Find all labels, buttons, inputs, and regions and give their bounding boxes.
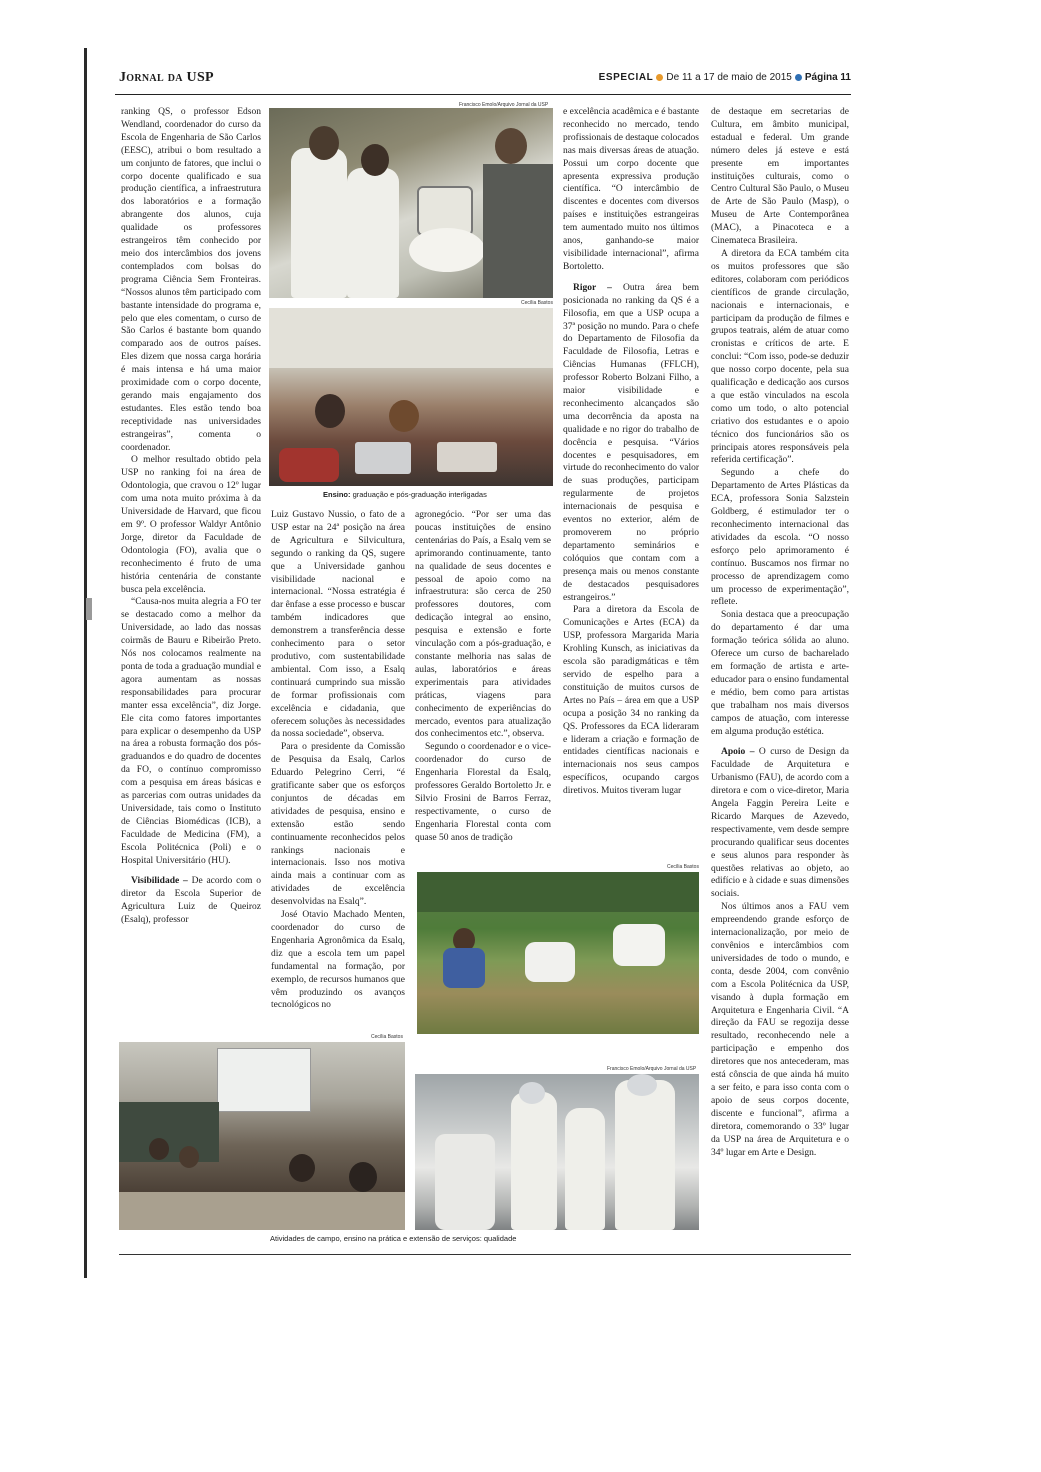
figure-shape: [289, 1154, 315, 1182]
subhead-paragraph: [711, 746, 849, 901]
trees-shape: [417, 872, 699, 912]
caption-ensino: [323, 490, 487, 499]
section-dot-icon: [656, 74, 663, 81]
paragraph: de destaque em secretarias de Cultura, em âmbito municipal, estadual e federal. Um grande número deles já esteve e está presente em importantes instituições culturais, como o Centro Cultural São Paulo, o Museu de Arte de São Paulo (Masp), o Museu de Arte Contemporânea (MAC), a Pinacoteca e a Cinemateca Brasileira.: [711, 107, 849, 247]
figure-shape: [613, 924, 665, 966]
newspaper-page: [115, 64, 851, 1274]
header-info: [599, 72, 851, 83]
paragraph: Segundo o coordenador e o vice-coordenador do curso de Engenharia Florestal da Esalq, professores Geraldo Bortoletto Jr. e Silvio Frosini de Barros Ferraz, respectivamente, o curso de Engenharia Florestal conta com quase 50 anos de tradição: [415, 742, 551, 843]
subhead-paragraph: [121, 875, 261, 927]
figure-shape: [435, 1134, 495, 1230]
paragraph: A diretora da ECA também cita os muitos professores que são editores, colaboram com periódicos científicos de grande circulação, nacionais e internacionais, e participam da produção de filmes e grupos teatrais, além de atuar como cronistas e críticos de arte. E conclui: “Com isso, pode-se deduzir que nosso corpo docente, pela sua qualificação e dedicação aos cursos a que estão vinculados na escola como um todo, o alto potencial criativo dos estudantes e o apoio técnico dos funcionários são os principais atores responsáveis pela referida certificação”.: [711, 248, 849, 466]
article-column-5: [711, 106, 849, 1246]
figure-shape: [149, 1138, 169, 1160]
cap-shape: [627, 1074, 657, 1096]
paragraph: Para a diretora da Escola de Comunicações e Artes (ECA) da USP, professora Margarida Maria Krohling Kunsch, as iniciativas da escola são paradigmáticas e têm servido de espelho para a constituição de muitos cursos de Artes no País – área em que a USP ocupa a posição 34 no ranking da QS. Professores da ECA lideraram e lideram a criação e formação de entidades científicas nacionais e internacionais nos seus campos específicos, ocupando cargos diretivos. Muitos tiveram lugar: [563, 605, 699, 797]
blackboard-shape: [119, 1102, 219, 1162]
caption-text: graduação e pós-graduação interligadas: [350, 490, 487, 499]
figure-shape: [279, 448, 339, 482]
article-column-4: [563, 106, 699, 876]
article-column-2: [271, 509, 405, 1094]
photo-credit: Francisco Emolo/Arquivo Jornal da USP: [607, 1066, 697, 1072]
subhead-text: De acordo com o diretor da Escola Superior de Agricultura Luiz de Queiroz (Esalq), professor: [121, 876, 261, 926]
photo-dental-clinic: [415, 1074, 699, 1230]
page-number: Página 11: [804, 72, 851, 83]
figure-shape: [291, 148, 347, 298]
subhead-text: Outra área bem posicionada no ranking da QS é a Filosofia, em que a USP ocupa a 37ª posição no mundo. Para o chefe do Departamento de Filosofia da Faculdade de Filosofia, Letras e Ciências Humanas (FFLCH), professor Roberto Bolzani Filho, a maior visibilidade e reconhecimento alcançados são uma decorrência da aposta na qualidade e no rigor do trabalho de docência e pesquisa. “Vários docentes e pesquisadores, em virtude do reconhecimento do valor de suas produções, participam regularmente de projetos internacionais de pesquisa e eventos no exterior, além de promoverem no próprio departamento seminários e colóquios que contam com a presença mais ou menos constante de destacados pesquisadores estrangeiros.”: [563, 282, 699, 603]
figure-shape: [179, 1146, 199, 1168]
subhead-apoio: Apoio –: [721, 747, 755, 758]
figure-shape: [347, 168, 399, 298]
paragraph: agronegócio. “Por ser uma das poucas instituições de ensino centenárias do País, a Esalq vem se aprimorando continuamente, tanto na qualidade de seus docentes e pessoal de apoio como na infraestrutura: são cerca de 250 professores doutores, com dedicação integral ao ensino, pesquisa e extensão e forte vinculação com a pós-graduação, e constante melhoria nas salas de aulas, laboratórios e áreas experimentais para atividades práticas, viagens para conhecimento de experiências do mercado, eventos para atualização dos conhecimentos etc.”, observa.: [415, 510, 551, 740]
caption-lead: Ensino:: [323, 490, 351, 499]
figure-shape: [315, 394, 345, 428]
article-column-1: [121, 106, 261, 1096]
figure-shape: [309, 126, 339, 160]
caption-bottom: Atividades de campo, ensino na prática e extensão de serviços: qualidade: [270, 1234, 517, 1243]
paragraph: “Causa-nos muita alegria a FO ter se destacado como a melhor da Universidade, ao lado das nossas coirmãs de Bauru e Ribeirão Preto. Nós nos colocamos realmente na ponta de toda a graduação mundial e agora aumentam as nossas responsabilidades para procurar manter essa excelência”, diz Jorge. Ele cita como fatores importantes para explicar o desempenho da USP na área a robusta formação dos pós-graduandos e do quadro de docentes da FO, o contínuo compromisso com a pesquisa em áreas básicas e as parcerias com outras unidades da Universidade, tais como o Instituto de Ciências Biomédicas (ICB), a Faculdade de Medicina (FM), a Escola Politécnica (Poli) e o Hospital Universitário (HU).: [121, 597, 261, 866]
cap-shape: [519, 1082, 545, 1104]
photo-seminar-room: [119, 1042, 405, 1230]
figure-shape: [565, 1108, 605, 1230]
subhead-paragraph: [563, 282, 699, 605]
figure-shape: [349, 1162, 377, 1192]
figure-shape: [511, 1092, 557, 1230]
photo-credit: Cecília Bastos: [667, 864, 699, 870]
subhead-text: O curso de Design da Faculdade de Arquitetura e Urbanismo (FAU), de acordo com a diretora e com o vice-diretor, Maria Angela Faggin Pereira Leite e Ricardo Marques de Azevedo, respectivamente, vem desde sempre procurando qualificar seus docentes e seus alunos para responder às questões relativas ao objeto, ao edifício e à cidade e suas dimensões sociais.: [711, 747, 849, 900]
photo-credit: Francisco Emolo/Arquivo Jornal da USP: [459, 102, 549, 108]
table-shape: [119, 1192, 405, 1230]
figure-shape: [483, 164, 553, 298]
projection-screen-shape: [217, 1048, 311, 1112]
paragraph: ranking QS, o professor Edson Wendland, coordenador do curso da Escola de Engenharia de São Carlos (EESC), atribui o bom resultado a um conjunto de fatores, que inclui o corpo docente qualificado e sua produção científica, a infraestrutura dos laboratórios e a formação abrangente dos alunos, cuja qualidade os professores estrangeiros têm conhecido por meio dos intercâmbios dos jovens contemplados com bolsas do programa Ciência Sem Fronteiras. “Nossos alunos têm participado com bastante intensidade do programa e, pelo que eles comentam, o curso de São Carlos é bastante bom quando comparado aos de outros países. Eles dizem que nossa carga horária é mais intensa e há uma maior proximidade com o corpo docente, gerando mais engajamento dos estudantes. Eles estão tendo boa receptividade nas universidades estrangeiras”, comenta o coordenador.: [121, 107, 261, 453]
figure-shape: [525, 942, 575, 982]
scan-mark: [86, 598, 92, 620]
masthead: Jornal da USP: [119, 70, 214, 85]
figure-shape: [615, 1080, 675, 1230]
paragraph: Luiz Gustavo Nussio, o fato de a USP estar na 24ª posição na área de Agricultura e Silvicultura, segundo o ranking da QS, sugere que a Universidade ganhou visibilidade nacional e internacional. “Nossa estratégia é dar ênfase a esse processo e buscar também indicadores que demonstrem a transferência desse conhecimento para o setor produtivo, com sustentabilidade ambiental. Com isso, a Esalq continuará cumprindo sua missão de formar profissionais com excelência e cidadania, que oferecem soluções às necessidades da nossa sociedade”, observa.: [271, 510, 405, 740]
cat-shape: [409, 228, 485, 272]
photo-field-activities: [417, 872, 699, 1034]
wall-shape: [269, 308, 553, 368]
laptop-shape: [437, 442, 497, 472]
laptop-shape: [355, 442, 411, 474]
figure-shape: [361, 144, 389, 176]
issue-dates: De 11 a 17 de maio de 2015: [666, 72, 792, 83]
paragraph: José Otavio Machado Menten, coordenador do curso de Engenharia Agronômica da Esalq, diz que a escola tem um papel fundamental na formação, por exemplo, de recursos humanos que vêm produzindo os avanços tecnológicos no: [271, 910, 405, 1011]
paragraph: Sonia destaca que a preocupação do departamento é dar uma formação teórica sólida ao aluno. Oferece um curso de bacharelado em formação de artista e arte-educador para o ensino fundamental e médio, bem como para artistas que trabalham nos mais diversos campos de atuação, com interesse em alguma produção estética.: [711, 610, 849, 737]
section-label: ESPECIAL: [598, 72, 654, 83]
paragraph: Segundo a chefe do Departamento de Artes Plásticas da ECA, professora Sonia Salzstein Goldberg, é estimulador ter o reconhecimento internacional das atividades da escola. “O nosso esforço pelo aprimoramento é contínuo. Buscamos nos firmar no processo de aprendizagem como um processo de experimentação”, reflete.: [711, 468, 849, 608]
photo-credit: Cecília Bastos: [371, 1034, 403, 1040]
photo-credit: Cecília Bastos: [521, 300, 553, 306]
page-dot-icon: [795, 74, 802, 81]
paragraph: Para o presidente da Comissão de Pesquisa da Esalq, Carlos Eduardo Pelegrino Cerri, “é gratificante saber que os esforços conjuntos de décadas em atividades de pesquisa, ensino e extensão estão sendo continuamente reconhecidos pelos rankings nacionais e internacionais. Isso nos motiva ainda mais a continuar com as atividades de excelência desenvolvidas na Esalq”.: [271, 742, 405, 908]
scan-binding-edge: [84, 48, 87, 1278]
figure-shape: [389, 400, 419, 432]
figure-shape: [495, 128, 527, 164]
paragraph: O melhor resultado obtido pela USP no ranking foi na área de Odontologia, que cravou o 12º lugar com uma nota muito próxima à da Universidade de Harvard, que ficou em 9º. O professor Waldyr Antônio Jorge, diretor da Faculdade de Odontologia (FO), avalia que o reconhecimento é fruto de uma história centenária de constante busca pela excelência.: [121, 455, 261, 595]
paragraph: Nos últimos anos a FAU vem empreendendo grande esforço de internacionalização, por meio de convênios e intercâmbios com universidades de todo o mundo, e conta, desde 2004, com convênio com a Escola Politécnica da USP, visando à dupla formação em Arquitetura e Engenharia Civil. “A direção da FAU se regozija desse resultado, reconhecendo nele a participação e empenho dos diretores que nos antecederam, mas está cônscia de que ainda há muito a ser feito, e para isso conta com o apoio de seus corpos docente, discente e funcional”, afirma a diretora, comemorando o 33º lugar da USP na área de Arquitetura e o 34º lugar em Arte e Design.: [711, 902, 849, 1158]
paragraph: e excelência acadêmica e é bastante reconhecido no mercado, tendo profissionais de destaque colocados nas mais diversas áreas de atuação. Possui um corpo docente que apresenta expressiva produção científica. “O intercâmbio de discentes e docentes com diversos países e instituições estrangeiras tem aumentado muito nos últimos anos, ganhando-se maior visibilidade internacional”, afirma Bortoletto.: [563, 107, 699, 272]
photo-study-room: [269, 308, 553, 486]
photo-veterinary-lab: [269, 108, 553, 298]
subhead-rigor: Rigor –: [573, 282, 612, 293]
page-bottom-rule: [119, 1254, 851, 1255]
article-column-3: [415, 509, 551, 869]
page-header: [115, 64, 851, 95]
subhead-visibilidade: Visibilidade –: [131, 876, 188, 887]
figure-shape: [443, 948, 485, 988]
